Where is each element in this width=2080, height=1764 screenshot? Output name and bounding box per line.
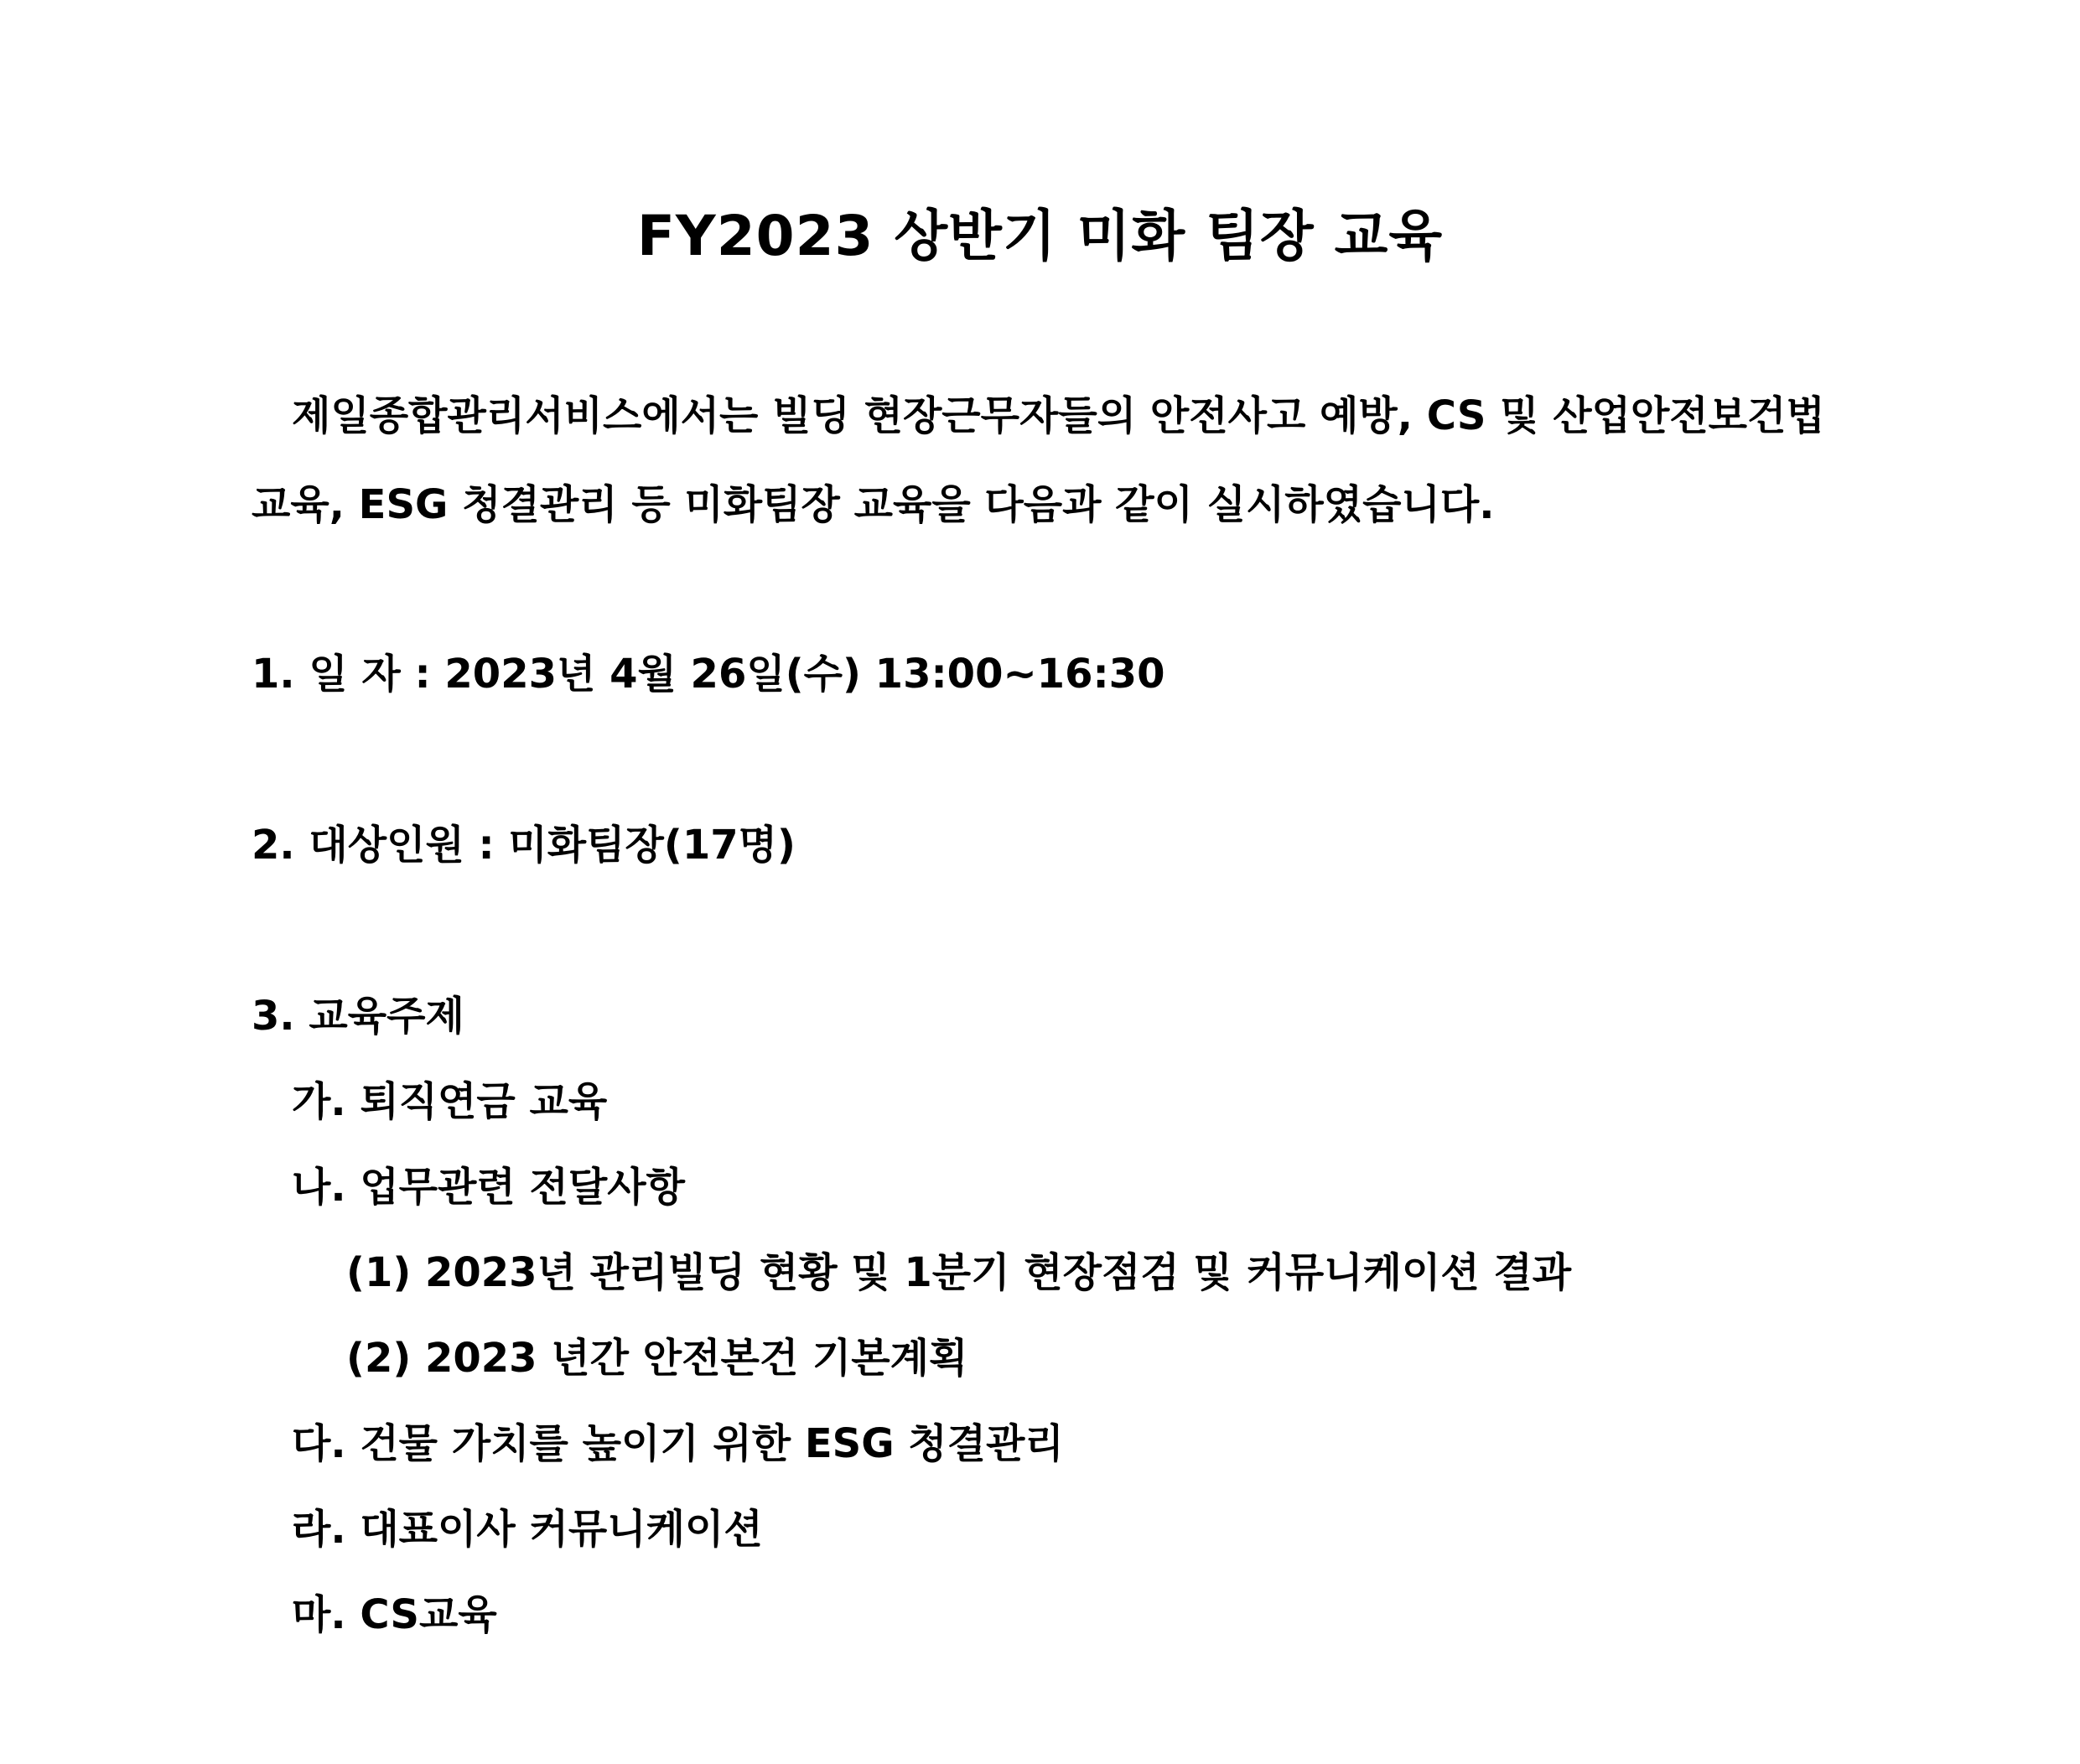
- topic-da: 다. 건물 가치를 높이기 위한 ESG 청결관리: [292, 1420, 1064, 1467]
- topic-ga: 가. 퇴직연금 교육: [292, 1078, 608, 1125]
- item-topics-heading: 3. 교육주제: [252, 993, 464, 1040]
- intro-line-1: 제일종합관리서비스에서는 빌딩 현장근무자들의 안전사고 예방, CS 및 산업안전보건법: [292, 392, 1825, 439]
- topic-na-sub-1: (1) 2023년 관리빌딩 현황 및 1분기 현장점검 및 커뮤니케이션 결과: [346, 1249, 1572, 1296]
- topic-na: 나. 업무관련 전달사항: [292, 1164, 685, 1211]
- topic-ra: 라. 대표이사 커뮤니케이션: [292, 1506, 763, 1553]
- intro-line-2: 교육, ESG 청결관리 등 미화팀장 교육을 다음과 같이 실시하였습니다.: [252, 481, 1495, 528]
- item-date: 1. 일 자 : 2023년 4월 26일(수) 13:00~16:30: [252, 651, 1165, 698]
- document-title: FY2023 상반기 미화 팀장 교육: [636, 204, 1444, 268]
- topic-na-sub-2: (2) 2023 년간 안전본건 기본계획: [346, 1335, 968, 1382]
- item-attendees: 2. 대상인원 : 미화팀장(17명): [252, 822, 796, 869]
- topic-ma: 마. CS교육: [292, 1591, 497, 1638]
